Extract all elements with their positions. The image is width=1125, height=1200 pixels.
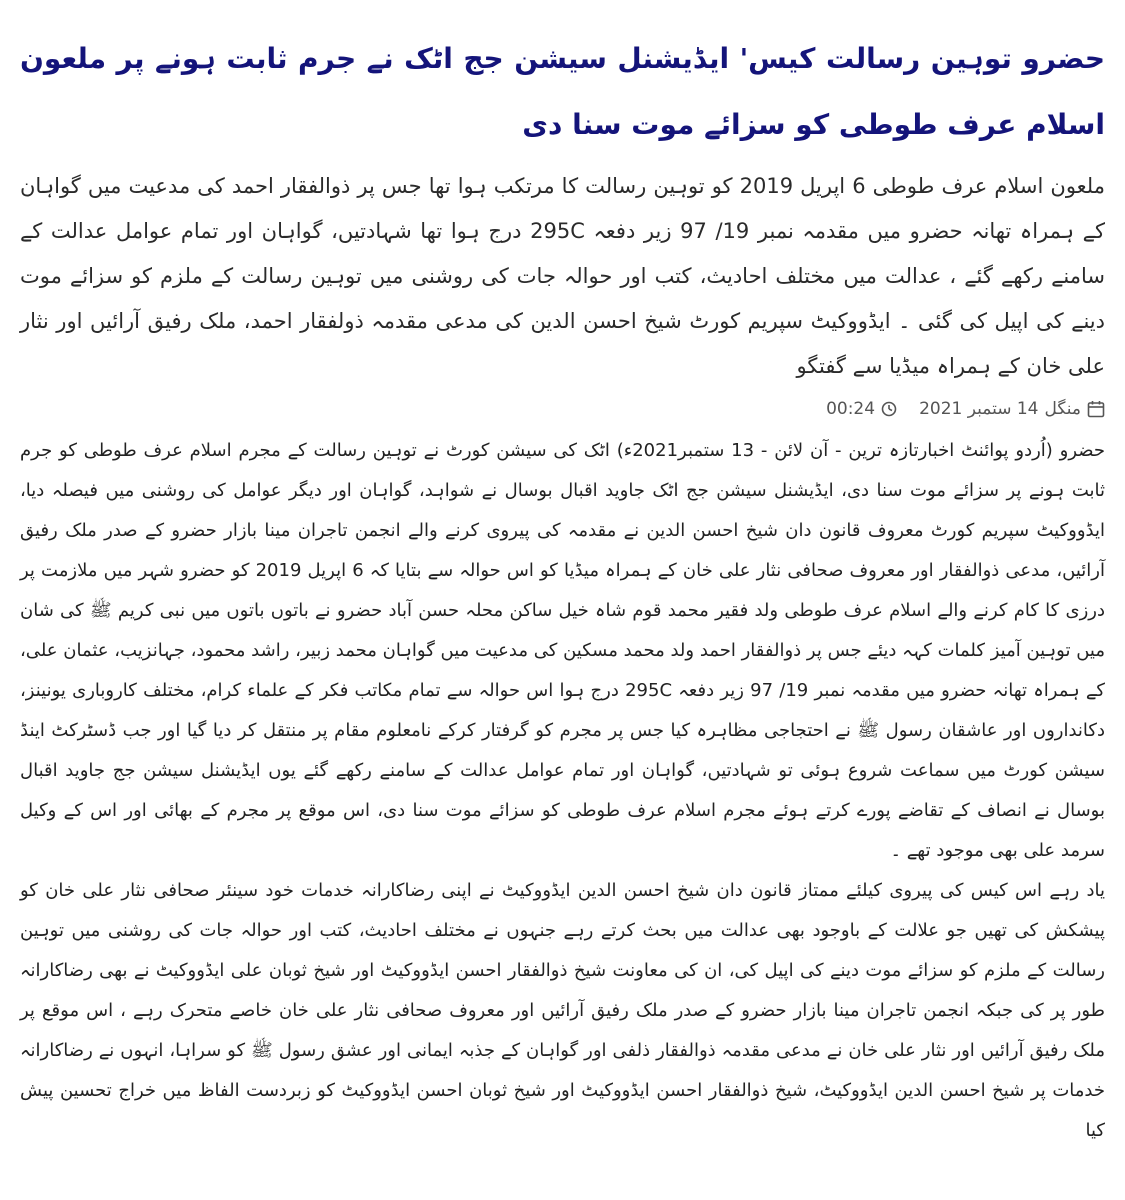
calendar-icon: [1087, 400, 1105, 418]
meta-date: 14 ستمبر 2021: [919, 399, 1039, 419]
article-paragraph: حضرو (اُردو پوائنٹ اخبارتازہ ترین - آن لائن - 13 ستمبر2021ء) اٹک کی سیشن کورٹ نے توہین رسالت کے مجرم اسلام عرف طوطی کو جرم ثابت ہونے پر سزائے موت سنا دی، ایڈیشنل سیشن جج اٹک جاوید اقبال بوسال نے شواہد، گواہان اور دیگر عوامل کی روشنی میں فیصلہ دیا، ایڈووکیٹ سپریم کورٹ معروف قانون دان شیخ احسن الدین نے مقدمہ کی پیروی کرنے والے انجمن تاجران مینا بازار حضرو کے صدر ملک رفیق آرائیں، مدعی ذوالفقار اور معروف صحافی نثار علی خان کے ہمراہ میڈیا کو اس حوالہ سے بتایا کہ 6 اپریل 2019 کو حضرو شہر میں ملازمت پر درزی کا کام کرنے والے اسلام عرف طوطی ولد فقیر محمد قوم شاہ خیل ساکن محلہ حسن آباد حضرو نے باتوں باتوں میں نبی کریم ﷺ کی شان میں توہین آمیز کلمات کہہ دیئے جس پر ذوالفقار احمد ولد محمد مسکین کی مدعیت میں گواہان محمد زبیر، راشد محمود، جہانزیب، عثمان علی، کے ہمراہ تھانہ حضرو میں مقدمہ نمبر 19/ 97 زیر دفعہ 295C درج ہوا اس حوالہ سے تمام مکاتب فکر کے علماء کرام، مختلف کاروباری یونینز، دکانداروں اور عاشقان رسول ﷺ نے احتجاجی مظاہرہ کیا جس پر مجرم کو گرفتار کرکے نامعلوم مقام پر منتقل کر دیا گیا اور جب ڈسٹرکٹ اینڈ سیشن کورٹ میں سماعت شروع ہوئی تو شہادتیں، گواہان اور تمام عوامل عدالت کے سامنے رکھے گئے یوں ایڈیشنل سیشن جج جاوید اقبال بوسال نے انصاف کے تقاضے پورے کرتے ہوئے مجرم اسلام عرف طوطی کو سزائے موت سنا دی، اس موقع پر مجرم کے بھائی اور اس کے وکیل سرمد علی بھی موجود تھے ۔: [20, 440, 1105, 861]
meta-day: منگل: [1044, 399, 1081, 419]
article-summary: ملعون اسلام عرف طوطی 6 اپریل 2019 کو توہین رسالت کا مرتکب ہوا تھا جس پر ذوالفقار احمد کی مدعیت میں گواہان کے ہمراہ تھانہ حضرو میں مقدمہ نمبر 19/ 97 زیر دفعہ 295C درج ہوا تھا شہادتیں، گواہان اور تمام عوامل عدالت کے سامنے رکھے گئے ، عدالت میں مختلف احادیث، کتب اور حوالہ جات کی روشنی میں توہین رسالت کے ملزم کو سزائے موت دینے کی اپیل کی گئی ۔ ایڈووکیٹ سپریم کورٹ شیخ احسن الدین کی مدعی مقدمہ ذولفقار احمد، ملک رفیق آرائیں اور نثار علی خان کے ہمراہ میڈیا سے گفتگو: [20, 174, 1105, 378]
article-paragraph: یاد رہے اس کیس کی پیروی کیلئے ممتاز قانون دان شیخ احسن الدین ایڈووکیٹ نے اپنی رضاکارانہ خدمات خود سینئر صحافی نثار علی خان کو پیشکش کی تھیں جو علالت کے باوجود بھی عدالت میں بحث کرتے رہے جنہوں نے مختلف احادیث، کتب اور حوالہ جات کی روشنی میں توہین رسالت کے ملزم کو سزائے موت دینے کی اپیل کی، ان کی معاونت شیخ ذوالفقار احسن ایڈووکیٹ اور شیخ ثوبان علی ایڈووکیٹ نے بھی رضاکارانہ طور پر کی جبکہ انجمن تاجران مینا بازار حضرو کے صدر ملک رفیق آرائیں اور معروف صحافی نثار علی خان خاصے متحرک رہے ، اس موقع پر ملک رفیق آرائیں اور نثار علی خان نے مدعی مقدمہ ذوالفقار ذلفی اور گواہان کے جذبہ ایمانی اور عشق رسول ﷺ کو سراہا، انہوں نے رضاکارانہ خدمات پر شیخ احسن الدین ایڈووکیٹ، شیخ ذوالفقار احسن ایڈووکیٹ اور شیخ ثوبان احسن ایڈووکیٹ کو زبردست الفاظ میں خراج تحسین پیش کیا: [20, 880, 1105, 1141]
article-headline: حضرو توہین رسالت کیس' ایڈیشنل سیشن جج اٹک نے جرم ثابت ہونے پر ملعون اسلام عرف طوطی کو سزائے موت سنا دی: [20, 42, 1105, 141]
article-meta: [20, 399, 1105, 419]
meta-time: 00:24: [826, 399, 876, 419]
clock-icon: [881, 401, 897, 417]
